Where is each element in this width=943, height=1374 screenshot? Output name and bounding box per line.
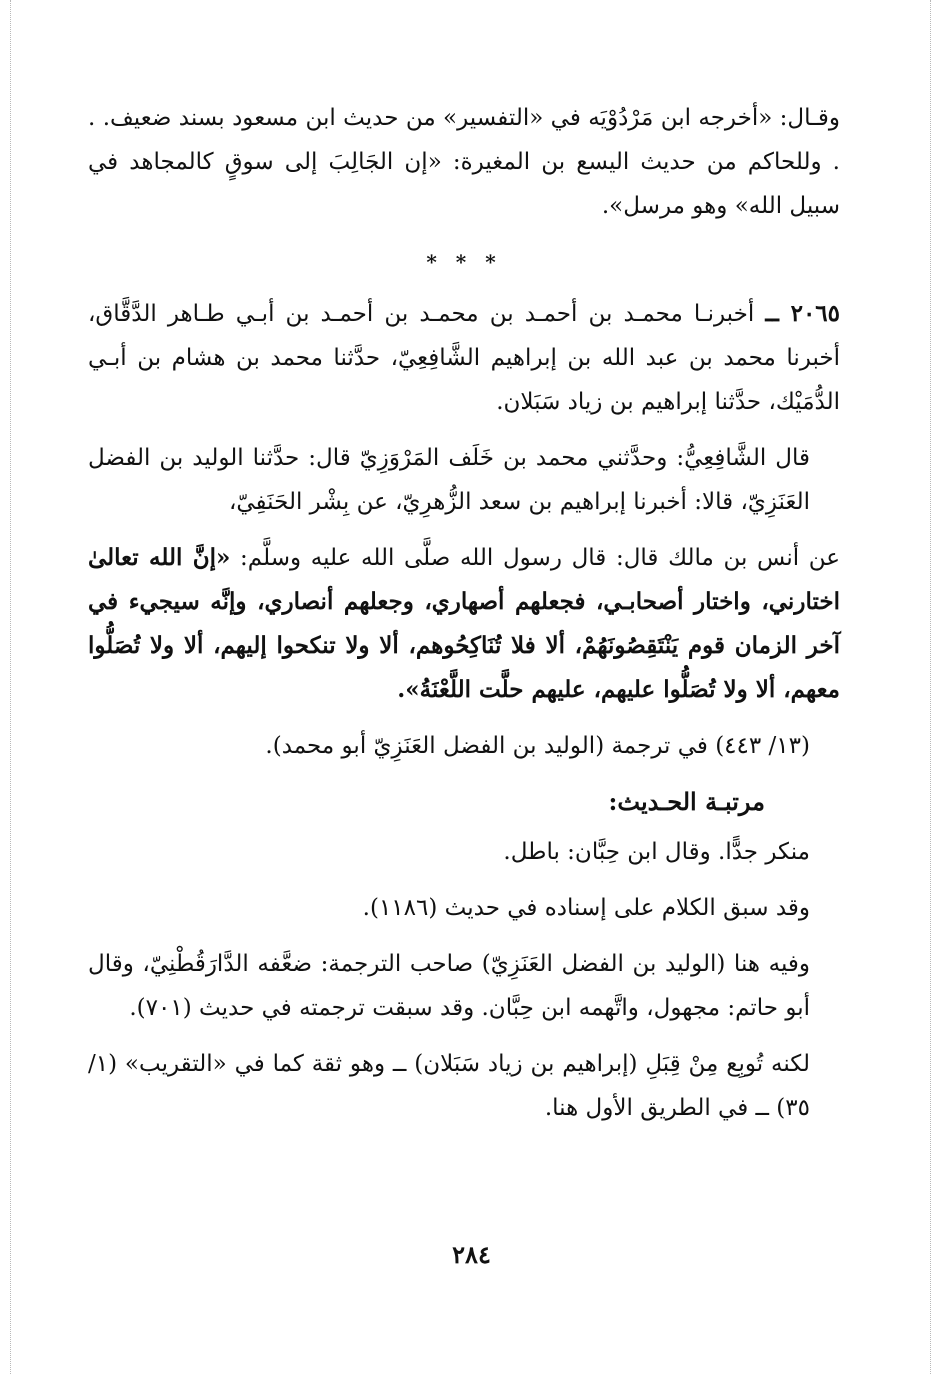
- page-number: ٢٨٤: [452, 1240, 491, 1269]
- hadith-text-paragraph: [88, 536, 840, 712]
- narrator-paragraph: وفيه هنا (الوليد بن الفضل العَنَزِيّ) صاحب الترجمة: ضعَّفه الدَّارَقُطْنِيّ، وقال أبو حاتم: مجهول، واتَّهمه ابن حِبَّان. وقد سبقت ترجمته في حديث (٧٠١).: [88, 951, 810, 1021]
- source-reference: (١٣/ ٤٤٣) في ترجمة (الوليد بن الفضل العَنَزِيّ أبو محمد).: [265, 733, 810, 759]
- left-page-edge: [10, 0, 11, 1374]
- hadith-chain-text: أخبرنـا محمـد بن أحمـد بن محمـد بن أحمـد بن أبـي طـاهر الدَّقَّاق، أخبرنا محمد بن عبد الله بن إبراهيم الشَّافِعِيّ، حدَّثنا محمد بن هشام بن أبـي الدُّمَيْك، حدَّثنا إبراهيم بن زياد سَبَلان.: [88, 301, 840, 415]
- hadith-matn: «إنَّ الله تعالىٰ اختارني، واختار أصحابـي، فجعلهم أصهاري، وجعلهم أنصاري، وإنَّه سيجيء في آخر الزمان قوم يَنْتَقِصُونَهُمْ، ألا فلا تُنَاكِحُوهم، ألا ولا تنكحوا إليهم، ألا ولا تُصَلُّوا معهم، ألا ولا تُصَلُّوا عليهم، عليهم حلَّت اللَّعْنَةُ».: [88, 544, 840, 703]
- second-chain-paragraph: قال الشَّافِعِيُّ: وحدَّثني محمد بن خَلَف المَرْوَزِيّ قال: حدَّثنا الوليد بن الفضل العَنَزِيّ، قالا: أخبرنا إبراهيم بن سعد الزُّهرِيّ، عن بِشْر الحَنَفِيّ،: [88, 445, 810, 515]
- corroboration-paragraph: لكنه تُوبِع مِنْ قِبَلِ (إبراهيم بن زياد سَبَلان) ــ وهو ثقة كما في «التقريب» (١/ ٣٥) ــ في الطريق الأول هنا.: [88, 1051, 810, 1121]
- right-page-edge: [930, 0, 931, 1374]
- section-separator: * * *: [426, 250, 502, 274]
- hadith-chain-paragraph: [88, 292, 840, 424]
- prior-discussion-paragraph: وقد سبق الكلام على إسناده في حديث (١١٨٦).: [362, 895, 810, 921]
- hadith-intro: عن أنس بن مالك قال: قال رسول الله صلَّى الله عليه وسلَّم:: [240, 545, 841, 571]
- section-heading: مرتبـة الحـديث:: [608, 787, 765, 816]
- page-body: [88, 96, 840, 1142]
- grading-paragraph: منكر جدًّا. وقال ابن حِبَّان: باطل.: [503, 839, 810, 865]
- opening-paragraph: وقـال: «أخرجه ابن مَرْدُوْيَه في «التفسير» من حديث ابن مسعود بسند ضعيف. . . وللحاكم من حديث اليسع بن المغيرة: «إن الجَالِبَ إلى سوقٍ كالمجاهد في سبيل الله» وهو مرسل».: [88, 105, 840, 219]
- hadith-number: ٢٠٦٥ ــ: [765, 300, 841, 327]
